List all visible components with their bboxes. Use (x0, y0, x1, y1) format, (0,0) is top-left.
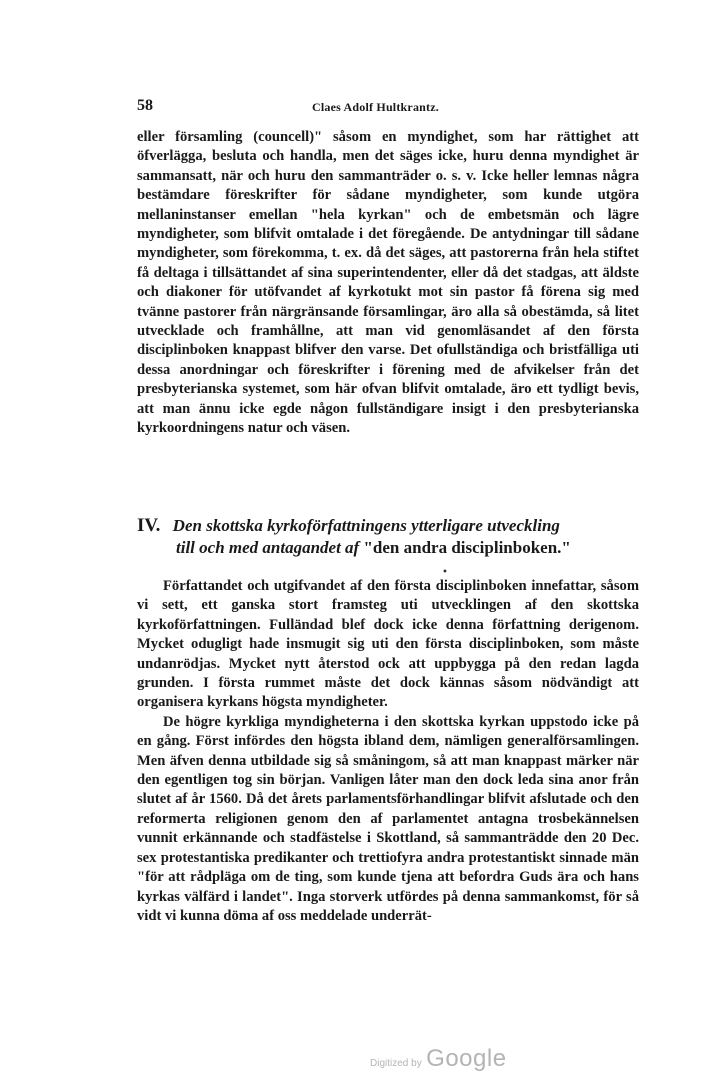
paragraph: Författandet och utgifvandet af den första disciplinboken innefattar, såsom vi sett, ett ganska stort framsteg uti utvecklingen af den skottska kyrkoförfattningen. Fulländad blef dock icke denna författning derigenom. Mycket odugligt hade insmugit sig uti den första disciplinboken, som måste undanrödjas. Mycket nytt återstod ock att uppbygga på den redan lagda grunden. I första rummet måste det dock kännas såsom nödvändigt att organisera kyrkans högsta myndigheter. (137, 578, 639, 711)
digitized-watermark (370, 1045, 507, 1073)
section-title-part-2: till och med antagandet af (176, 538, 360, 557)
paragraph: De högre kyrkliga myndigheterna i den skottska kyrkan uppstodo icke på en gång. Först infördes den högsta ibland dem, nämligen generalförsamlingen. Men äfven denna utbildade sig så småningom, så att man knappast märker när den egentligen tog sin början. Vanligen låter man den dock leda sina anor från slutet af år 1560. Då det årets parlamentsförhandlingar blifvit afslutade och den reformerta religionen genom den af parlamentet antagna trosbekännelsen vunnit erkännande och stadfästelse i Skottland, så sammanträdde den 20 Dec. sex protestantiska predikanter och trettiofyra andra protestantiskt sinnade män "för att rådpläga om de ting, som kunde tjena att befordra Guds ära och hans kyrkas välfärd i landet". Inga storverk utfördes på denna sammankomst, för så vidt vi kunna döma af oss meddelade underrät- (137, 713, 639, 924)
section-title-line-2 (137, 537, 657, 559)
paragraph: eller församling (councell)" såsom en myndighet, som har rättighet att öfverlägga, besluta och handla, men det säges icke, huru denna myndighet är sammansatt, när och huru den sammanträder o. s. v. Icke heller lemnas några bestämdare föreskrifter för sådane myndigheter, som kunde utgöra mellaninstanser emellan "hela kyrkan" och de embetsmän och lägre myndigheter, som blifvit omtalade i det föregående. De antydningar till sådane myndigheter, som förekomma, t. ex. då det säges, att pastorerna från hela stiftet få deltaga i tillsättandet af sina superintendenter, eller då det stadgas, att äldste och diakoner för utöfvandet af kyrkotukt mot sin pastor få förena sig med tvänne pastorer från närgränsande församlingar, äro alla så obestämda, så litet utvecklade och framhållne, att man vid genomläsandet af den första disciplinboken knappast blifver den varse. Det ofullständiga och bristfälliga uti dessa anordningar och föreskrifter i förening med de afvikelser från det presbyterianska systemet, som här ofvan blifvit omtalade, äro ett tydligt bevis, att man ännu icke egde någon fullständigare insigt i den presbyterianska kyrkoordningens natur och väsen. (137, 129, 639, 437)
watermark-prefix: Digitized by (370, 1058, 422, 1069)
stray-mark: • (442, 567, 448, 578)
section-title-part-1: Den skottska kyrkoförfattningens ytterligare utveckling (172, 516, 560, 535)
section-title-part-3: "den andra disciplinboken." (363, 538, 571, 557)
page-number: 58 (137, 97, 153, 114)
section-number: IV. (137, 515, 161, 536)
body-text-top (137, 128, 639, 439)
running-title: Claes Adolf Hultkrantz. (312, 100, 439, 114)
running-head (137, 97, 637, 117)
section-heading (137, 515, 657, 559)
body-text-bottom (137, 577, 639, 926)
google-logo: Google (426, 1045, 507, 1072)
